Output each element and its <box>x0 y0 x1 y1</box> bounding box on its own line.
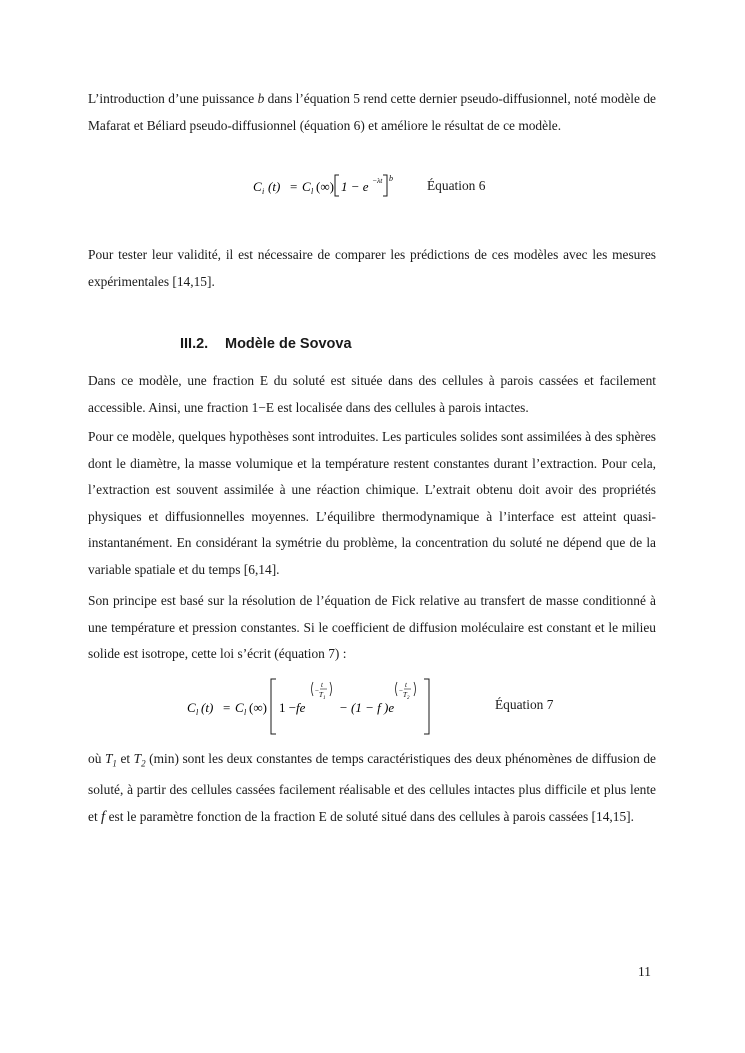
svg-text:l: l <box>244 708 247 717</box>
svg-text:1: 1 <box>323 696 326 701</box>
svg-text:C: C <box>235 700 244 715</box>
equation-7-formula <box>184 676 439 738</box>
svg-text:=: = <box>223 700 231 715</box>
svg-text:1 −: 1 − <box>279 700 297 715</box>
svg-text:i: i <box>262 187 265 196</box>
equation-7-label: Équation 7 <box>495 697 554 712</box>
svg-text:=: = <box>290 179 298 194</box>
section-title: Modèle de Sovova <box>225 336 352 352</box>
svg-text:C: C <box>302 179 311 194</box>
page-number: 11 <box>638 964 651 979</box>
svg-text:(∞): (∞) <box>249 700 267 715</box>
paragraph-hypotheses: Pour ce modèle, quelques hypothèses sont introduites. Les particules solides sont assimilées à des sphères dont le diamètre, la masse volumique et la température restent constantes durant l’extraction. Pour cela, l’extraction est souvent assimilée à une réaction chimique. L’extrait obtenu doit avoir des propriétés physiques et diffusionnelles moyennes. L’équilibre thermodynamique à l’interface est atteint quasi-instantanément. En considérant la symétrie du problème, la concentration du soluté ne dépend que de la variable spatiale et du temps [6,14]. <box>88 429 656 577</box>
svg-text:(t): (t) <box>268 179 281 194</box>
paragraph-constants: où $T_1$ et $T_2$ (min) sont les deux constantes de temps caractéristiques des deux phénomènes de diffusion de soluté, à partir des cellules cassées facilement réalisable et des cellules intactes plus difficile et plus lente et f est le paramètre fonction de la fraction E de soluté situé dans des cellules à parois cassées [14,15]. <box>88 751 656 825</box>
equation-6-formula <box>250 170 400 200</box>
svg-text:−λt: −λt <box>372 176 383 185</box>
svg-text:T: T <box>403 691 407 699</box>
svg-text:l: l <box>311 187 314 196</box>
paragraph-principle: Son principe est basé sur la résolution de l’équation de Fick relative au transfert de masse conditionné à une température et pression constantes. Si le coefficient de diffusion moléculaire est constant et le milieu solide est isotrope, cette loi s’écrit (équation 7) : <box>88 593 656 661</box>
svg-text:t: t <box>321 681 323 689</box>
paragraph-intro: L’introduction d’une puissance b dans l’équation 5 rend cette dernier pseudo-diffusionnel, noté modèle de Mafarat et Béliard pseudo-diffusionnel (équation 6) et améliore le résultat de ce modèle. <box>88 91 656 133</box>
svg-text:b: b <box>389 174 393 183</box>
paragraph-model: Dans ce modèle, une fraction E du soluté est située dans des cellules à parois cassées et facilement accessible. Ainsi, une fraction 1−E est localisée dans des cellules à parois intactes. <box>88 373 656 415</box>
section-heading <box>180 336 352 352</box>
section-number: III.2. <box>180 336 209 352</box>
svg-text:C: C <box>187 700 196 715</box>
svg-text:− (1 − f )e: − (1 − f )e <box>339 700 395 715</box>
svg-text:(t): (t) <box>201 700 214 715</box>
svg-text:T: T <box>319 691 323 699</box>
svg-text:(∞): (∞) <box>316 179 334 194</box>
svg-text:−: − <box>315 687 319 695</box>
svg-text:−: − <box>399 687 403 695</box>
svg-text:l: l <box>196 708 199 717</box>
svg-text:1 − e: 1 − e <box>341 179 369 194</box>
svg-text:t: t <box>405 681 407 689</box>
svg-text:2: 2 <box>407 696 410 701</box>
svg-text:C: C <box>253 179 262 194</box>
paragraph-validity: Pour tester leur validité, il est nécessaire de comparer les prédictions de ces modèles avec les mesures expérimentales [14,15]. <box>88 247 656 289</box>
equation-6-label: Équation 6 <box>427 178 486 193</box>
svg-text:fe: fe <box>296 700 306 715</box>
